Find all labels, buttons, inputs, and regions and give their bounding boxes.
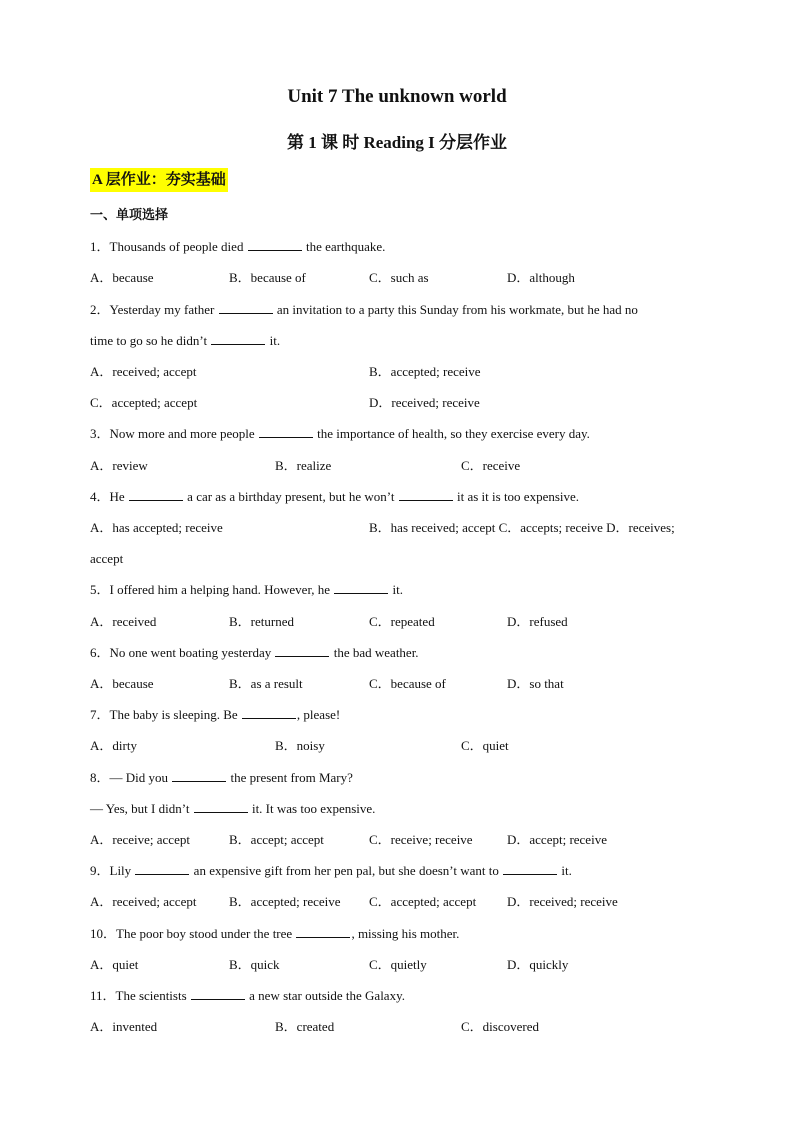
question-10-option-a: A．quiet	[90, 957, 139, 972]
question-2-stem: 2．Yesterday my father an invitation to a party this Sunday from his workmate, but he had no	[90, 302, 638, 317]
question-1-option-a: A．because	[90, 270, 154, 285]
answer-blank	[242, 706, 296, 719]
question-3-stem: 3．Now more and more people the importance of health, so they exercise every day.	[90, 426, 590, 441]
question-3-option-a: A．review	[90, 458, 148, 473]
question-4-option-d-continued: accept	[90, 551, 124, 566]
question-11-option-c: C．discovered	[461, 1019, 539, 1034]
answer-blank	[191, 987, 245, 1000]
question-5-stem: 5．I offered him a helping hand. However, he it.	[90, 582, 404, 597]
question-5-option-c: C．repeated	[369, 614, 435, 629]
question-7-option-b: B．noisy	[275, 738, 325, 753]
question-8-stem: 8．— Did you the present from Mary?	[90, 770, 353, 785]
answer-blank	[219, 301, 273, 314]
question-4-option-a: A．has accepted; receive	[90, 520, 223, 535]
question-1-option-d: D．although	[507, 270, 575, 285]
question-1-option-b: B．because of	[229, 270, 306, 285]
answer-blank	[211, 332, 265, 345]
answer-blank	[275, 644, 329, 657]
question-9-option-a: A．received; accept	[90, 894, 197, 909]
question-10-option-d: D．quickly	[507, 957, 569, 972]
question-6-option-d: D．so that	[507, 676, 564, 691]
question-10-stem: 10．The poor boy stood under the tree , missing his mother.	[90, 926, 460, 941]
answer-blank	[172, 769, 226, 782]
worksheet-title: Unit 7 The unknown world	[287, 86, 507, 107]
question-1-stem: 1．Thousands of people died the earthquake.	[90, 239, 386, 254]
question-2-option-c: C．accepted; accept	[90, 395, 198, 410]
question-8-option-c: C．receive; receive	[369, 832, 473, 847]
question-8-option-a: A．receive; accept	[90, 832, 190, 847]
question-6-option-b: B．as a result	[229, 676, 303, 691]
question-4-options-bcd: B．has received; accept C．accepts; receive D．receives;	[369, 520, 675, 535]
question-8-option-b: B．accept; accept	[229, 832, 324, 847]
lesson-subtitle: 第 1 课 时 Reading I 分层作业	[286, 133, 508, 152]
question-10-option-c: C．quietly	[369, 957, 427, 972]
answer-blank	[259, 425, 313, 438]
question-7-stem: 7．The baby is sleeping. Be , please!	[90, 707, 341, 722]
question-2-option-d: D．received; receive	[369, 395, 480, 410]
answer-blank	[399, 488, 453, 501]
question-6-stem: 6．No one went boating yesterday the bad weather.	[90, 645, 419, 660]
question-9-stem: 9．Lily an expensive gift from her pen pal, but she doesn’t want to it.	[90, 863, 572, 878]
answer-blank	[334, 581, 388, 594]
question-11-option-a: A．invented	[90, 1019, 158, 1034]
question-7-option-c: C．quiet	[461, 738, 509, 753]
answer-blank	[503, 862, 557, 875]
question-9-option-b: B．accepted; receive	[229, 894, 341, 909]
answer-blank	[296, 925, 350, 938]
answer-blank	[194, 800, 248, 813]
question-9-option-d: D．received; receive	[507, 894, 618, 909]
part-heading-single-choice: 一、单项选择	[90, 207, 169, 222]
question-5-option-d: D．refused	[507, 614, 568, 629]
question-5-option-a: A．received	[90, 614, 157, 629]
section-tag-level-a: A 层作业：夯实基础	[90, 168, 228, 192]
question-2-option-b: B．accepted; receive	[369, 364, 481, 379]
question-8-stem-continued: — Yes, but I didn’t it. It was too expensive.	[90, 801, 376, 816]
question-8-option-d: D．accept; receive	[507, 832, 607, 847]
answer-blank	[248, 238, 302, 251]
question-6-option-c: C．because of	[369, 676, 446, 691]
question-7-option-a: A．dirty	[90, 738, 137, 753]
question-1-option-c: C．such as	[369, 270, 429, 285]
question-5-option-b: B．returned	[229, 614, 294, 629]
question-11-option-b: B．created	[275, 1019, 335, 1034]
question-10-option-b: B．quick	[229, 957, 280, 972]
question-6-option-a: A．because	[90, 676, 154, 691]
question-2-stem-continued: time to go so he didn’t it.	[90, 333, 281, 348]
question-11-stem: 11．The scientists a new star outside the Galaxy.	[90, 988, 405, 1003]
question-3-option-b: B．realize	[275, 458, 332, 473]
question-9-option-c: C．accepted; accept	[369, 894, 477, 909]
answer-blank	[135, 862, 189, 875]
question-2-option-a: A．received; accept	[90, 364, 197, 379]
answer-blank	[129, 488, 183, 501]
question-4-stem: 4．He a car as a birthday present, but he won’t it as it is too expensive.	[90, 489, 580, 504]
question-3-option-c: C．receive	[461, 458, 521, 473]
